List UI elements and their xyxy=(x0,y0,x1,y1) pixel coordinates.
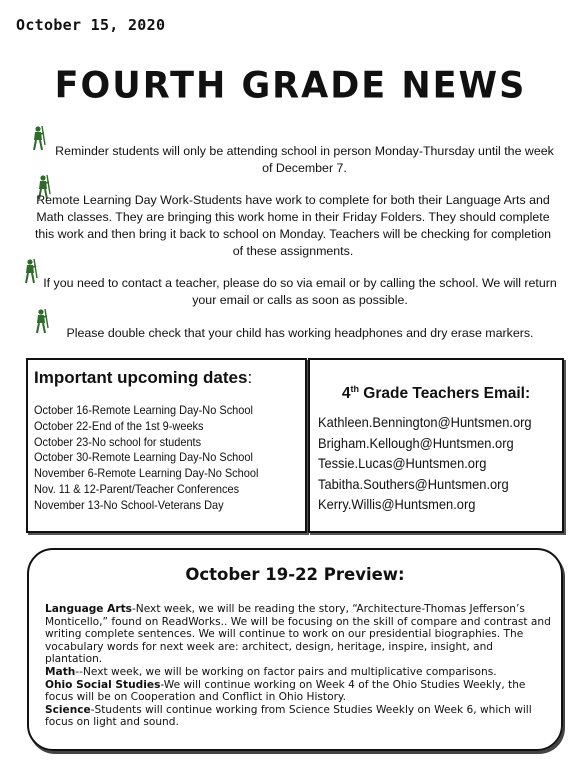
teacher-email-link[interactable]: Tabitha.Southers@Huntsmen.org xyxy=(318,475,509,492)
important-dates-heading xyxy=(34,368,252,388)
weekly-preview-box xyxy=(27,548,563,751)
important-dates-box xyxy=(26,358,307,533)
preview-section-math xyxy=(45,666,551,679)
important-dates-heading-colon: : xyxy=(247,368,253,387)
weekly-preview-heading: October 19-22 Preview: xyxy=(185,565,405,584)
newsletter-date: October 15, 2020 xyxy=(16,16,166,34)
preview-section-language-arts xyxy=(45,603,551,666)
note-headphones xyxy=(54,325,546,342)
teacher-emails-list xyxy=(318,412,550,515)
note-remote-learning xyxy=(30,192,556,260)
teacher-emails-box xyxy=(308,358,564,533)
weekly-preview-body xyxy=(45,603,551,729)
note-text: Please double check that your child has working headphones and dry erase markers. xyxy=(66,326,534,340)
important-dates-list xyxy=(34,403,275,514)
section-text: -Students will continue working from Science Studies Weekly on Week 6, which will focus on light and sound. xyxy=(45,703,532,729)
preview-section-science xyxy=(45,704,551,729)
date-item: October 22-End of the 1st 9-weeks xyxy=(34,418,204,433)
teacher-email-link[interactable]: Tessie.Lucas@Huntsmen.org xyxy=(318,455,487,471)
section-text: -Next week, we will be reading the story, “Architecture-Thomas Jefferson’s Monticello,” found on ReadWorks.. We will be focusing on the skill of compare and contrast and writing complete sentences. We will continue to work on our presidential biographies. The vocabulary words for next week are: architect, design, heritage, inspire, insight, and plantation. xyxy=(45,603,551,666)
note-text: If you need to contact a teacher, please do so via email or by calling the school. We will return your email or calls as soon as possible. xyxy=(43,276,557,307)
teacher-emails-heading xyxy=(310,384,562,403)
section-label: Math xyxy=(45,665,76,678)
date-item: November 13-No School-Veterans Day xyxy=(34,497,224,512)
section-text: --Next week, we will be working on factor pairs and multiplicative comparisons. xyxy=(75,665,497,678)
preview-section-social-studies xyxy=(45,679,551,704)
heading-grade-suffix: th xyxy=(350,384,359,394)
pioneer-figure-icon xyxy=(33,308,51,334)
section-label: Ohio Social Studies xyxy=(45,678,161,691)
note-text: Remote Learning Day Work-Students have work to complete for both their Language Arts and Math classes. They are bringing this work home in their Friday Folders. They should complete this work and then bring it back to school on Monday. Teachers will be checking for completion of these assignments. xyxy=(34,193,552,258)
teacher-email-link[interactable]: Kathleen.Bennington@Huntsmen.org xyxy=(318,414,532,430)
pioneer-figure-icon xyxy=(30,125,48,151)
section-label: Science xyxy=(45,703,91,716)
date-item: October 23-No school for students xyxy=(34,434,202,449)
date-item: November 6-Remote Learning Day-No School xyxy=(34,466,259,481)
important-dates-heading-text: Important upcoming dates xyxy=(34,368,248,387)
note-reminder xyxy=(52,143,557,177)
section-label: Language Arts xyxy=(45,603,132,615)
teacher-email-link[interactable]: Brigham.Kellough@Huntsmen.org xyxy=(318,434,514,451)
heading-grade-text: Grade Teachers Email: xyxy=(358,385,531,402)
note-text: Reminder students will only be attending school in person Monday-Thursday until the week of December 7. xyxy=(55,144,554,175)
date-item: October 30-Remote Learning Day-No School xyxy=(34,450,253,465)
date-item: October 16-Remote Learning Day-No School xyxy=(34,403,253,417)
heading-grade-number: 4 xyxy=(341,385,351,402)
newsletter-title: FOURTH GRADE NEWS xyxy=(54,65,527,107)
section-text: -We will continue working on Week 4 of the Ohio Studies Weekly, the focus will be on Cooperation and Conflict in Ohio History. xyxy=(45,678,526,704)
teacher-email-link[interactable]: Kerry.Willis@Huntsmen.org xyxy=(318,496,476,512)
note-contact-teacher xyxy=(40,275,560,309)
date-item: Nov. 11 & 12-Parent/Teacher Conferences xyxy=(34,481,240,496)
pioneer-figure-icon xyxy=(22,258,40,284)
